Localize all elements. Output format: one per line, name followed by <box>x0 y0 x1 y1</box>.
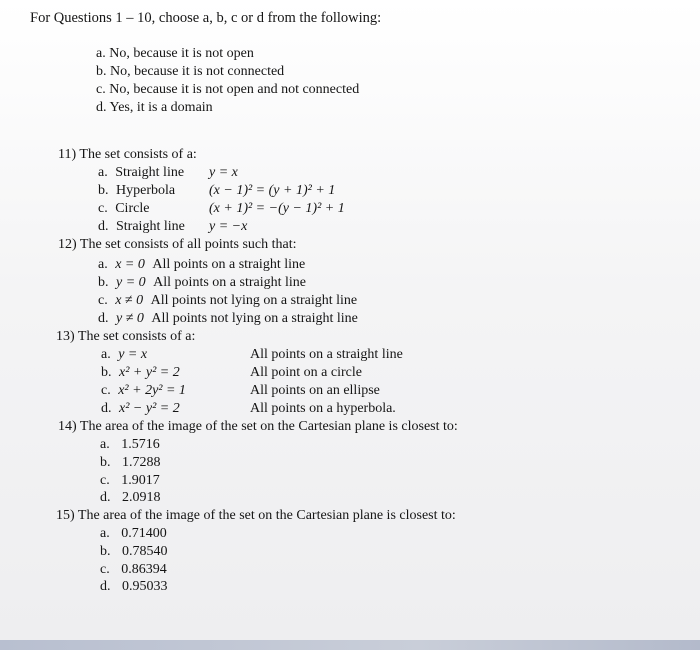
q11-option-a-equation: y = x <box>209 165 238 180</box>
q11-option-c: c. Circle <box>98 201 150 216</box>
q12-option-c: c. x ≠ 0 All points not lying on a straight line <box>98 293 358 308</box>
question-11-stem: 11) The set consists of a: <box>58 147 197 162</box>
q11-option-b-equation: (x − 1)² = (y + 1)² + 1 <box>209 183 336 198</box>
q13-option-b: b. x² + y² = 2 <box>101 365 180 380</box>
q14-option-b: b. 1.7288 <box>100 455 161 470</box>
q13-option-d-description: All points on a hyperbola. <box>250 401 396 416</box>
q13-option-d: d. x² − y² = 2 <box>101 401 180 416</box>
q12-option-b: b. y = 0 All points on a straight line <box>98 275 306 290</box>
general-choice-c: c. No, because it is not open and not connected <box>96 82 360 97</box>
q15-option-b: b. 0.78540 <box>100 544 168 559</box>
question-15-stem: 15) The area of the image of the set on the Cartesian plane is closest to: <box>56 508 456 523</box>
q14-option-d: d. 2.0918 <box>100 490 161 505</box>
question-14-stem: 14) The area of the image of the set on the Cartesian plane is closest to: <box>58 419 458 434</box>
q12-option-d: d. y ≠ 0 All points not lying on a straight line <box>98 311 358 326</box>
q13-option-a-description: All points on a straight line <box>250 347 403 362</box>
q11-option-c-equation: (x + 1)² = −(y − 1)² + 1 <box>209 201 345 216</box>
q15-option-c: c. 0.86394 <box>100 562 167 577</box>
q13-option-c: c. x² + 2y² = 1 <box>101 383 186 398</box>
general-choice-d: d. Yes, it is a domain <box>96 100 213 115</box>
q14-option-a: a. 1.5716 <box>100 437 160 452</box>
q11-option-d-equation: y = −x <box>209 219 248 234</box>
q13-option-c-description: All points on an ellipse <box>250 383 380 398</box>
bottom-edge-strip <box>0 640 700 650</box>
q15-option-a: a. 0.71400 <box>100 526 167 541</box>
q12-option-a: a. x = 0 All points on a straight line <box>98 257 306 272</box>
q13-option-a: a. y = x <box>101 347 148 362</box>
general-choice-b: b. No, because it is not connected <box>96 64 285 79</box>
q13-option-b-description: All point on a circle <box>250 365 362 380</box>
q14-option-c: c. 1.9017 <box>100 473 160 488</box>
instructions-header: For Questions 1 – 10, choose a, b, c or d from the following: <box>30 10 382 26</box>
q11-option-a: a. Straight line <box>98 165 185 180</box>
question-12-stem: 12) The set consists of all points such that: <box>58 237 297 252</box>
general-choice-a: a. No, because it is not open <box>96 46 254 61</box>
q11-option-d: d. Straight line <box>98 219 185 234</box>
question-13-stem: 13) The set consists of a: <box>56 329 196 344</box>
q11-option-b: b. Hyperbola <box>98 183 176 198</box>
q15-option-d: d. 0.95033 <box>100 579 168 594</box>
